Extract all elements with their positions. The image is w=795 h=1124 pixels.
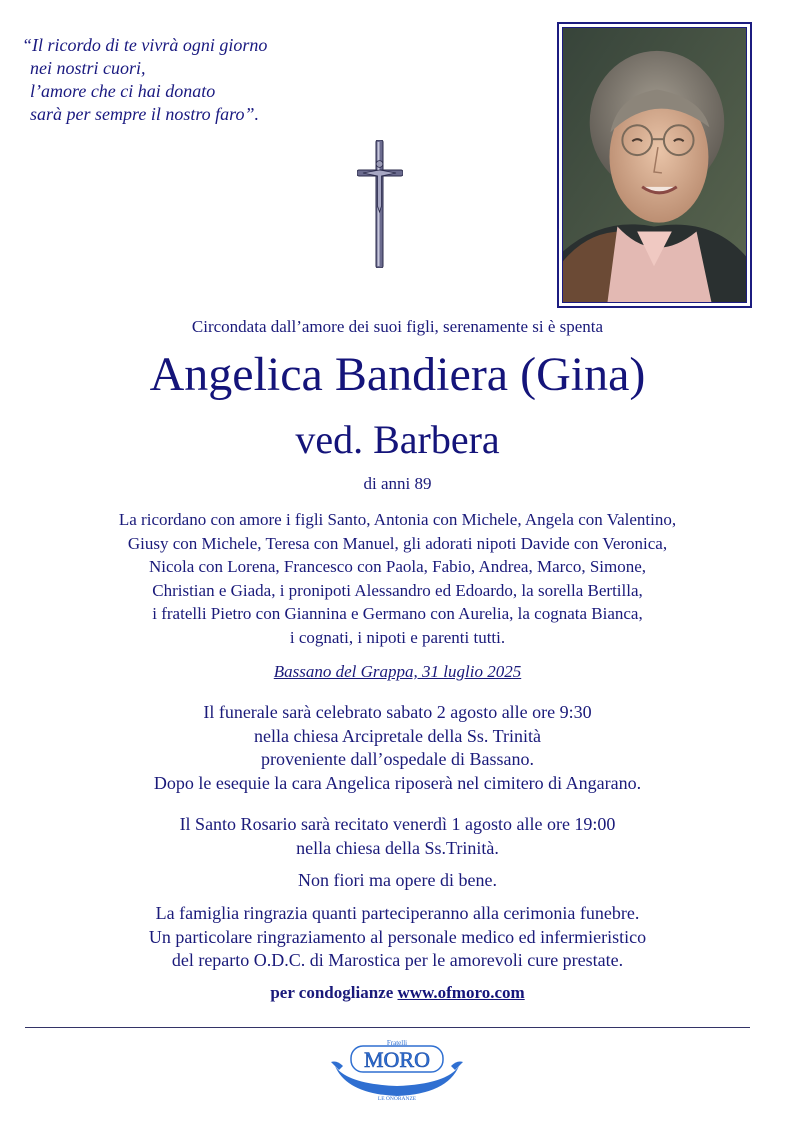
thanks-line: La famiglia ringrazia quanti parteciperanno alla cerimonia funebre. bbox=[155, 903, 640, 923]
mourners-list bbox=[0, 508, 795, 649]
mourners-line: Nicola con Lorena, Francesco con Paola, Fabio, Andrea, Marco, Simone, bbox=[148, 557, 647, 576]
place-date-text: Bassano del Grappa, 31 luglio 2025 bbox=[273, 662, 522, 681]
logo-brand-text: MORO bbox=[363, 1047, 431, 1072]
rosary-line: nella chiesa della Ss.Trinità. bbox=[296, 837, 499, 858]
flowers-note: Non fiori ma opere di bene. bbox=[298, 870, 497, 890]
portrait-frame bbox=[557, 22, 752, 308]
mourners-line: Giusy con Michele, Teresa con Manuel, gli adorati nipoti Davide con Veronica, bbox=[127, 533, 668, 553]
funeral-line: nella chiesa Arcipretale della Ss. Trinità bbox=[254, 725, 541, 746]
funeral-line: proveniente dall’ospedale di Bassano. bbox=[261, 749, 534, 769]
moro-logo bbox=[327, 1036, 467, 1102]
condolences-link[interactable]: www.ofmoro.com bbox=[397, 983, 525, 1002]
funeral-line: Il funerale sarà celebrato sabato 2 agosto alle ore 9:30 bbox=[203, 702, 592, 722]
quote-line: sarà per sempre il nostro faro”. bbox=[30, 104, 260, 124]
logo-top-text: Fratelli bbox=[386, 1039, 408, 1047]
mourners-line: i fratelli Pietro con Giannina e Germano con Aurelia, la cognata Bianca, bbox=[152, 604, 643, 623]
deceased-name: Angelica Bandiera (Gina) bbox=[149, 348, 646, 401]
thanks-line: Un particolare ringraziamento al personale medico ed infermieristico bbox=[148, 926, 647, 947]
memorial-quote bbox=[22, 34, 342, 126]
mourners-line: La ricordano con amore i figli Santo, Antonia con Michele, Angela con Valentino, bbox=[118, 510, 677, 529]
crucifix-icon bbox=[357, 140, 403, 268]
condolences-line bbox=[0, 983, 795, 1003]
portrait-photo bbox=[563, 28, 746, 302]
thanks-note bbox=[0, 902, 795, 973]
quote-line: nei nostri cuori, bbox=[30, 58, 146, 78]
logo-bottom-text: LE ONORANZE bbox=[377, 1096, 417, 1102]
mourners-line: Christian e Giada, i pronipoti Alessandro ed Edoardo, la sorella Bertilla, bbox=[152, 580, 643, 600]
widow-of: ved. Barbera bbox=[295, 417, 500, 462]
quote-line: l’amore che ci hai donato bbox=[30, 81, 216, 101]
divider bbox=[25, 1027, 750, 1028]
mourners-line: i cognati, i nipoti e parenti tutti. bbox=[289, 627, 506, 647]
intro-line: Circondata dall’amore dei suoi figli, serenamente si è spenta bbox=[191, 317, 604, 336]
funeral-line: Dopo le esequie la cara Angelica riposerà nel cimitero di Angarano. bbox=[153, 772, 642, 793]
condolences-label: per condoglianze bbox=[270, 983, 394, 1002]
quote-line: “Il ricordo di te vivrà ogni giorno bbox=[22, 35, 268, 55]
funeral-info bbox=[0, 701, 795, 795]
thanks-line: del reparto O.D.C. di Marostica per le amorevoli cure prestate. bbox=[171, 950, 624, 970]
rosary-line: Il Santo Rosario sarà recitato venerdì 1 agosto alle ore 19:00 bbox=[179, 814, 616, 834]
deceased-age: di anni 89 bbox=[363, 474, 432, 493]
place-and-date bbox=[0, 662, 795, 682]
rosary-info bbox=[0, 813, 795, 860]
